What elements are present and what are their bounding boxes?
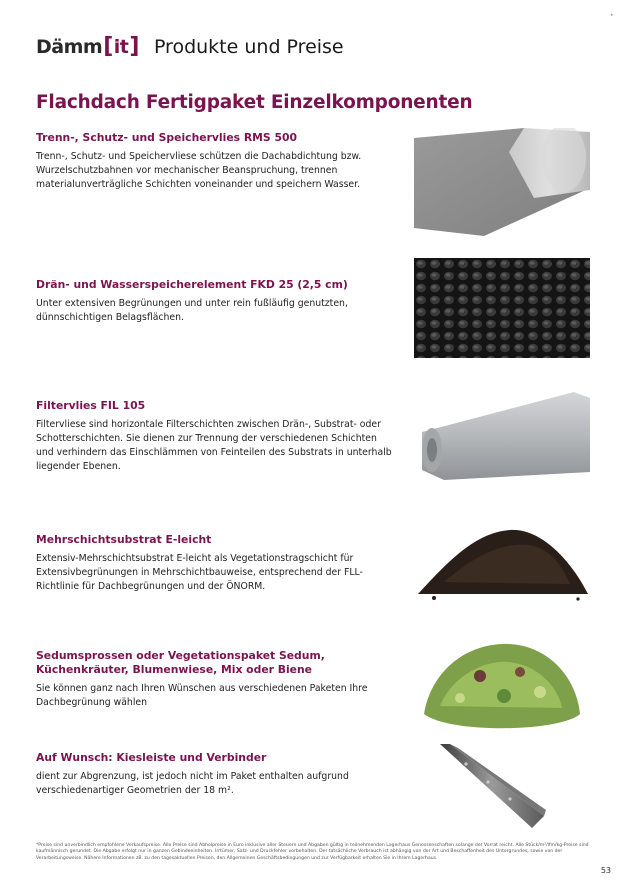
section-kiesleiste [36, 751, 396, 798]
section-title: Mehrschichtsubstrat E-leicht [36, 533, 212, 546]
page-header [36, 34, 344, 59]
drainage-mat-image [414, 258, 590, 358]
brand-logo [36, 34, 140, 59]
section-title: Filtervlies FIL 105 [36, 399, 146, 412]
grey-fleece-roll-image [414, 128, 590, 236]
sedum-plants-image [420, 636, 584, 738]
header-title: Produkte und Preise [153, 35, 344, 58]
section-text: dient zur Abgrenzung, ist jedoch nicht im Paket enthalten aufgrund verschiedenartiger Geometrien der 18 m². [36, 771, 349, 796]
section-sedumsprossen [36, 649, 396, 710]
section-fkd-25 [36, 278, 396, 325]
section-mehrschichtsubstrat [36, 533, 396, 594]
page-title: Flachdach Fertigpaket Einzelkomponenten [36, 92, 473, 113]
section-text: Filtervliese sind horizontale Filterschichten zwischen Drän-, Substrat- oder Schotterschichten. Sie dienen zur Trennung der verschiedenen Schichten und verhindern das Einschlämmen von Feinteilen des Substrats in unterhalb liegender Ebenen. [36, 419, 392, 472]
gravel-strip-image [436, 744, 546, 830]
section-rms-500 [36, 131, 396, 192]
footnote: *Preise sind unverbindlich empfohlene Verkaufspreise. Alle Preise sind Abholpreise in Euro inklusive aller Steuern und Abgaben gültig in teilnehmenden Lagerhaus Genossenschaften solange der Vorrat reicht. Alle Stück/m²/lfm/kg-Preise sind kaufmännisch gerundet. Die Abgabe erfolgt nur in ganzen Gebindeeinheiten. Irrtümer, Satz- und Druckfehler vorbehalten. Der tatsächliche Verbrauch ist abhängig von der Art und Beschaffenheit des Untergrundes, sowie von der Verarbeitungsweise. Nähere Informationen zB. zu den tagesaktuellen Preisen, den Allgemeinen Geschäftsbedingungen und zur Verfügbarkeit erhalten Sie in Ihrem Lagerhaus. [36, 843, 589, 861]
section-title: Trenn-, Schutz- und Speichervlies RMS 500 [36, 131, 297, 144]
logo-text-it: it [113, 35, 129, 58]
section-title: Sedumsprossen oder Vegetationspaket Sedum, Küchenkräuter, Blumenwiese, Mix oder Biene [36, 649, 325, 676]
section-text: Unter extensiven Begrünungen und unter rein fußläufig genutzten, dünnschichtigen Belagsflächen. [36, 298, 348, 323]
filter-fleece-roll-image [414, 388, 590, 482]
section-text: Trenn-, Schutz- und Speichervliese schützen die Dachabdichtung bzw. Wurzelschutzbahnen vor mechanischer Beanspruchung, trennen materialunverträgliche Schichten voneinander und speichern Wasser. [36, 151, 362, 190]
logo-bracket-open: [ [103, 34, 113, 59]
section-title: Auf Wunsch: Kiesleiste und Verbinder [36, 751, 267, 764]
soil-substrate-image [414, 526, 590, 602]
section-fil-105 [36, 399, 396, 474]
page-corner-mark: * [610, 14, 613, 20]
page-number: 53 [600, 866, 611, 875]
section-text: Extensiv-Mehrschichtsubstrat E-leicht als Vegetationstragschicht für Extensivbegrünungen in Mehrschichtbauweise, entsprechend der FLL-Richtlinie für Dachbegrünungen und der ÖNORM. [36, 553, 363, 592]
logo-text-damm: Dämm [36, 35, 103, 58]
section-title: Drän- und Wasserspeicherelement FKD 25 (2,5 cm) [36, 278, 348, 291]
section-text: Sie können ganz nach Ihren Wünschen aus verschiedenen Paketen Ihre Dachbegrünung wählen [36, 683, 368, 708]
logo-bracket-close: ] [129, 34, 139, 59]
